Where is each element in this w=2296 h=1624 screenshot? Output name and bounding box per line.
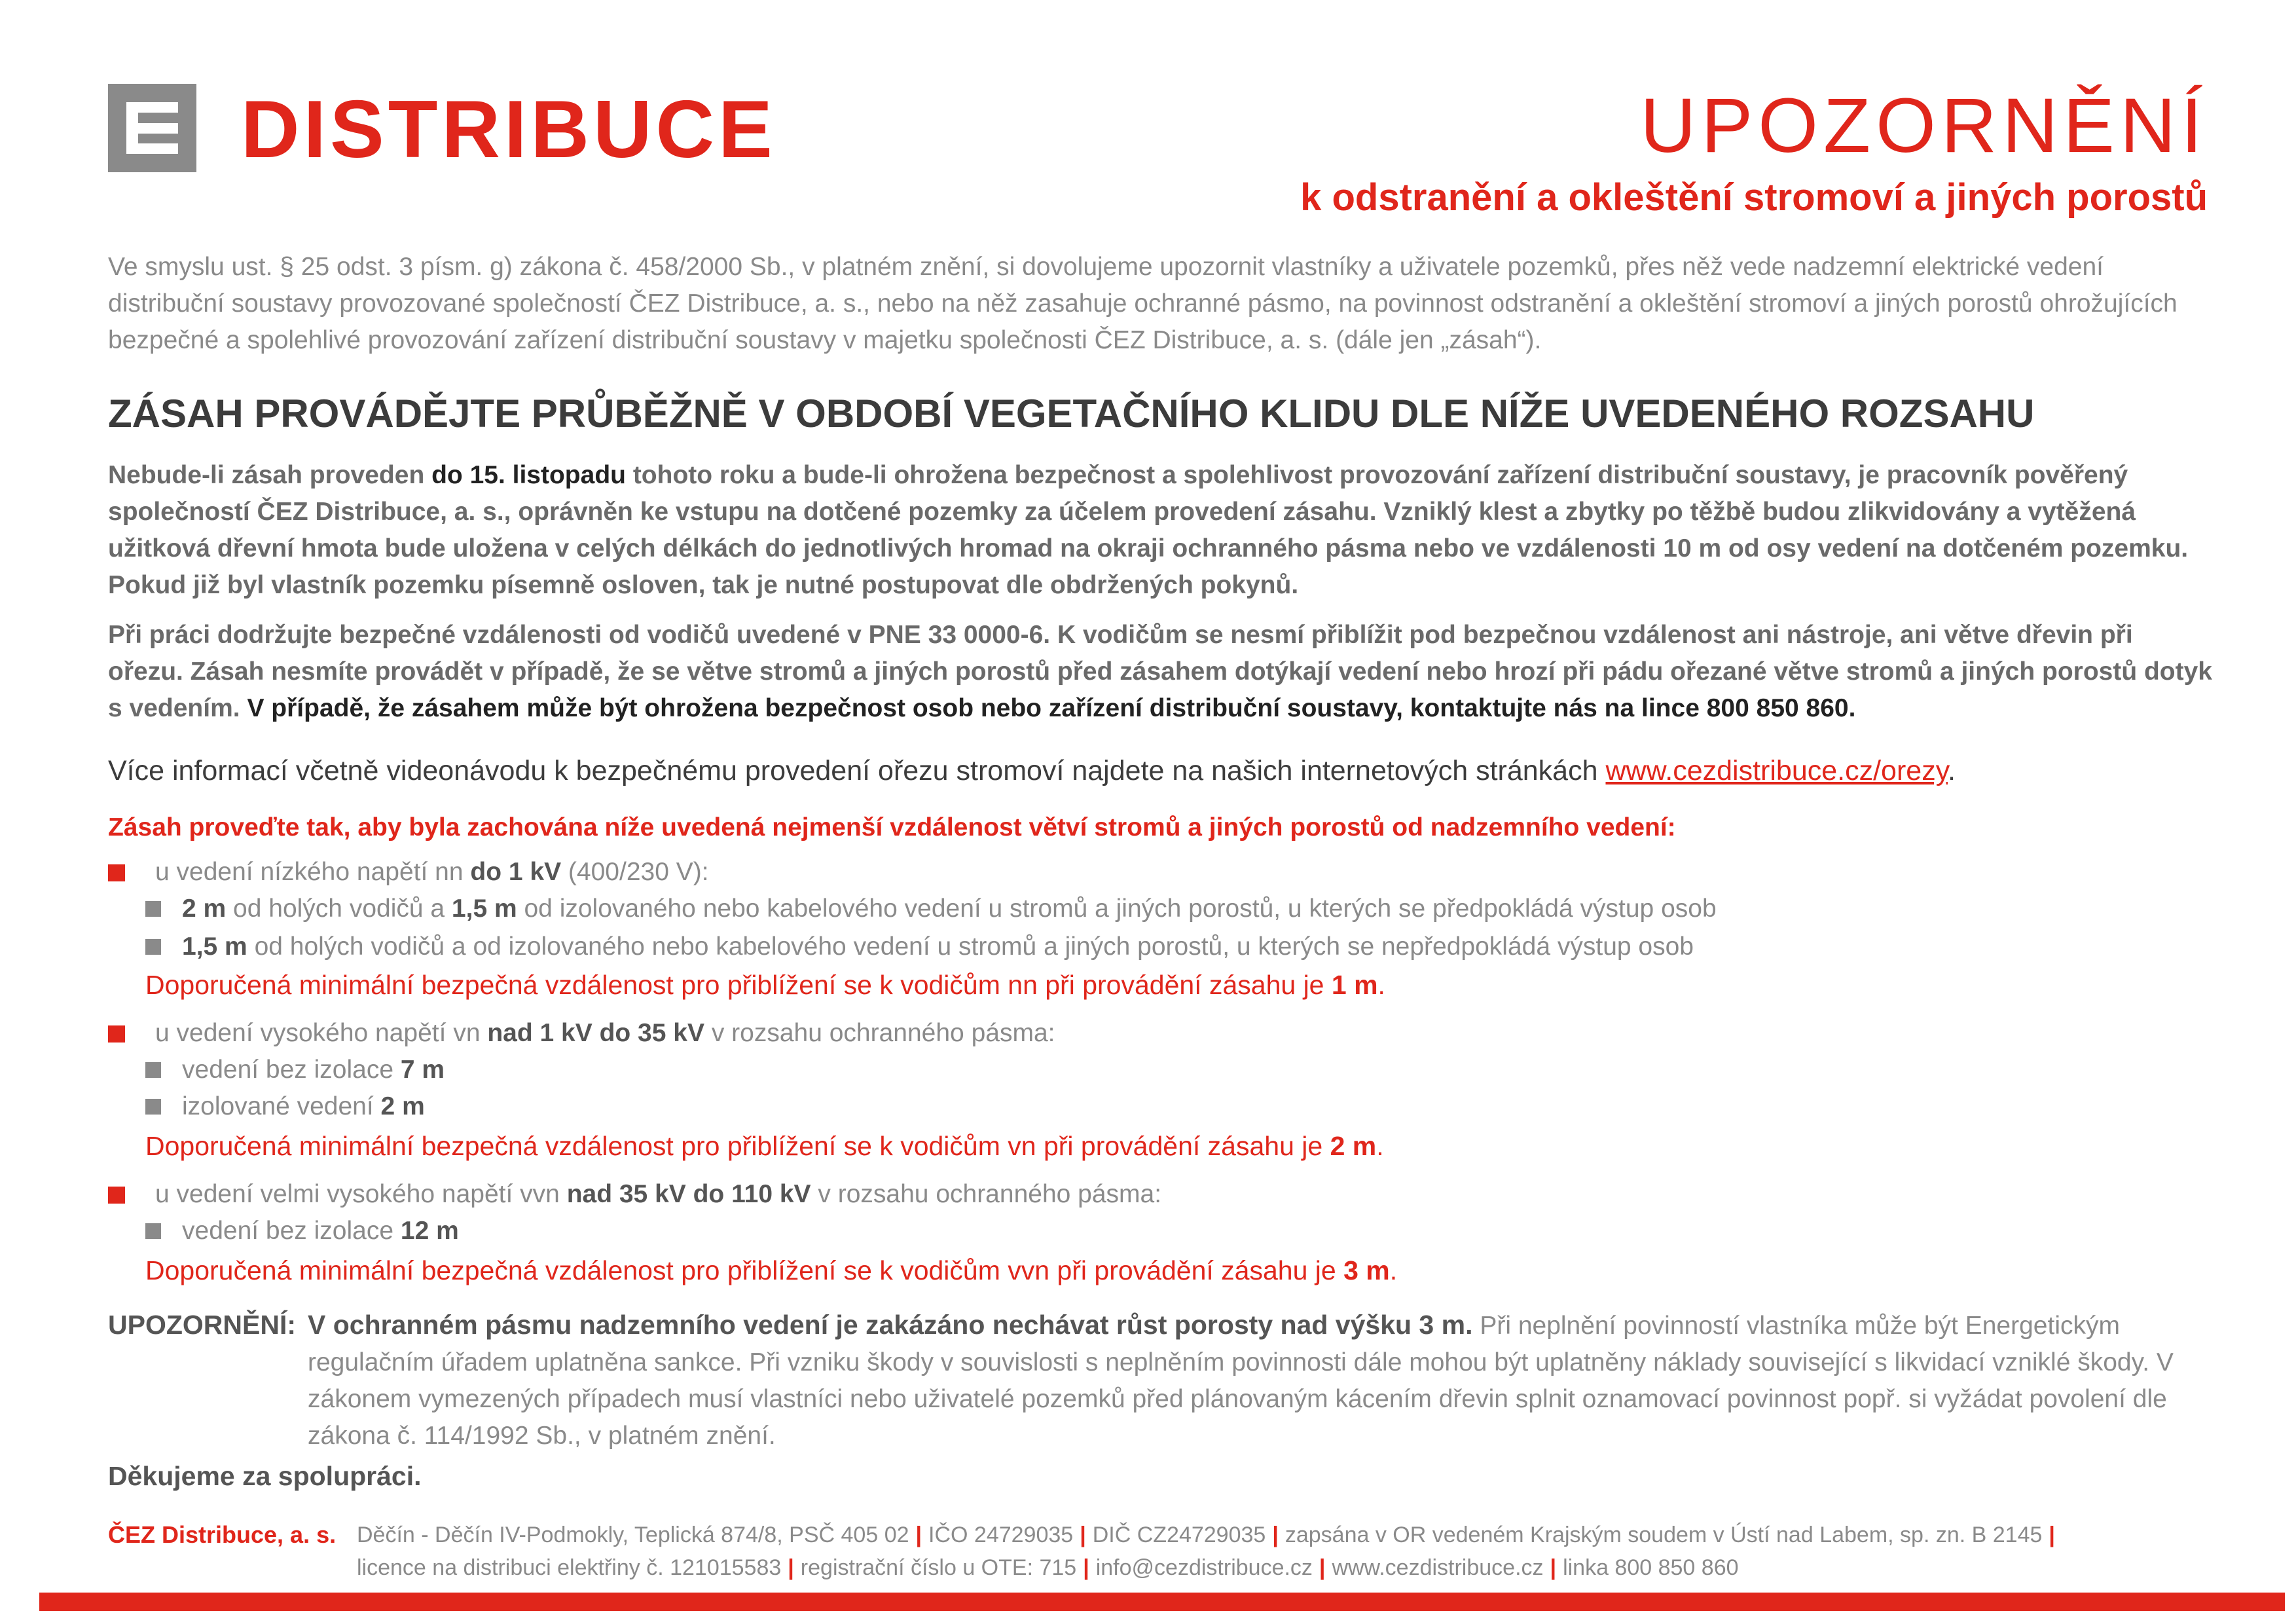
- text: .: [1377, 970, 1385, 1000]
- red-footer-band: [39, 1593, 2285, 1611]
- footer-register: zapsána v OR vedeném Krajským soudem v Ústí nad Labem, sp. zn. B 2145: [1285, 1522, 2043, 1547]
- text: Doporučená: [145, 970, 299, 1000]
- logo-stroke: [126, 123, 178, 134]
- cez-logo: [108, 84, 196, 172]
- recommendation-vn: [145, 1128, 1384, 1164]
- footer-ico: IČO 24729035: [928, 1522, 1074, 1547]
- page-subtitle: k odstranění a okleštění stromoví a jiných porostů: [1300, 176, 2208, 219]
- text: u vedení velmi vysokého napětí vvn: [155, 1180, 567, 1208]
- text: od holých vodičů a od izolovaného nebo kabelového vedení u stromů a jiných porostů, u kterých se nepředpokládá výstup osob: [247, 932, 1694, 961]
- footer-phone: linka 800 850 860: [1563, 1555, 1739, 1580]
- grey-bullet-icon: [145, 1223, 161, 1239]
- text: izolované vedení: [182, 1092, 381, 1120]
- text: bezpečná vzdálenost pro přiblížení se k vodičům vvn při provádění zásahu je: [414, 1255, 1344, 1285]
- distance-lead: Zásah proveďte tak, aby byla zachována níže uvedená nejmenší vzdálenost větví stromů a jiných porostů od nadzemního vedení:: [108, 813, 1676, 841]
- value: 2 m: [380, 1092, 425, 1120]
- text: Nebude-li zásah proveden: [108, 461, 432, 489]
- list-item-nn-1: [145, 891, 1717, 927]
- text: minimální: [299, 1131, 414, 1161]
- list-item-vvn-1: [145, 1213, 459, 1249]
- more-text: Více informací včetně videonávodu k bezpečnému provedení ořezu stromoví najdete na našich internetových stránkách: [108, 755, 1606, 786]
- text: v rozsahu ochranného pásma:: [704, 1019, 1055, 1047]
- recommendation-vvn: [145, 1252, 1397, 1289]
- text: vedení bez izolace: [182, 1217, 401, 1245]
- text: od izolovaného nebo kabelového vedení u stromů a jiných porostů, u kterých se předpokládá výstup osob: [517, 895, 1717, 923]
- value: nad 1 kV do 35 kV: [487, 1019, 704, 1047]
- separator: |: [1550, 1555, 1557, 1580]
- text: Doporučená: [145, 1255, 299, 1285]
- grey-bullet-icon: [145, 1062, 161, 1078]
- red-bullet-icon: [108, 1025, 125, 1043]
- page-title: UPOZORNĚNÍ: [1640, 83, 2208, 169]
- text: .: [1376, 1131, 1384, 1161]
- text: Při práci dodržujte bezpečné vzdálenosti od vodičů uvedené v PNE 33 0000-6. K vodičům se nesmí přiblížit pod bezpečnou vzdálenost ani nástroje, ani větve dřevin při ořezu. Zásah nesmíte provádět v případě, že se větve stromů a jiných porostů před zásahem dotýkají vedení nebo hrozí při pádu ořezané větve stromů a jiných porostů dotyk s vedením.: [108, 621, 2212, 722]
- logo-stroke: [126, 102, 178, 113]
- text: bezpečná vzdálenost pro přiblížení se k vodičům vn při provádění zásahu je: [414, 1131, 1330, 1161]
- brand-name: DISTRIBUCE: [241, 84, 776, 175]
- text: u vedení vysokého napětí vn: [155, 1019, 488, 1047]
- list-item-nn: [108, 854, 709, 891]
- separator: |: [1083, 1555, 1089, 1580]
- text: v rozsahu ochranného pásma:: [811, 1180, 1162, 1208]
- footer-line-2: [357, 1552, 1739, 1583]
- intro-paragraph: Ve smyslu ust. § 25 odst. 3 písm. g) zákona č. 458/2000 Sb., v platném znění, si dovolujeme upozornit vlastníky a uživatele pozemků, přes něž vede nadzemní elektrické vedení distribuční soustavy provozované společností ČEZ Distribuce, a. s., nebo na něž zasahuje ochranné pásmo, na povinnost odstranění a okleštění stromoví a jiných porostů ohrožujících bezpečné a spolehlivé provozování zařízení distribuční soustavy v majetku společnosti ČEZ Distribuce, a. s. (dále jen „zásah“).: [108, 253, 2178, 354]
- footer-email[interactable]: info@cezdistribuce.cz: [1095, 1555, 1313, 1580]
- warning-rest: Při neplnění povinností vlastníka může být Energetickým regulačním úřadem uplatněna sankce. Při vzniku škody v souvislosti s neplněním povinnosti dále mohou být uplatněny náklady související s likvidací vzniklé škody. V zákonem vymezených případech musí vlastníci nebo uživatelé pozemků před plánovaným kácením dřevin splnit oznamovací povinnost popř. si vyžádat povolení dle zákona č. 114/1992 Sb., v platném znění.: [308, 1312, 2174, 1450]
- separator: |: [1319, 1555, 1326, 1580]
- red-bullet-icon: [108, 864, 125, 881]
- value: do 1 kV: [470, 858, 562, 886]
- text: (400/230 V):: [561, 858, 709, 886]
- footer-dic: DIČ CZ24729035: [1092, 1522, 1266, 1547]
- text: tohoto roku a bude-li ohrožena bezpečnost a spolehlivost provozování zařízení distribuční soustavy, je pracovník pověřený společností ČEZ Distribuce, a. s., oprávněn ke vstupu na dotčené pozemky za účelem provedení zásahu. Vzniklý klest a zbytky po těžbě budou zlikvidovány a vytěžená užitková dřevní hmota bude uložena v celých délkách do jednotlivých hromad na okraji ochranného pásma nebo ve vzdálenosti 10 m od osy vedení na dotčeném pozemku. Pokud již byl vlastník pozemku písemně osloven, tak je nutné postupovat dle obdržených pokynů.: [108, 461, 2189, 599]
- text: minimální: [299, 970, 414, 1000]
- value: 2 m: [1330, 1131, 1377, 1161]
- grey-bullet-icon: [145, 901, 161, 917]
- text: Doporučená: [145, 1131, 299, 1161]
- text: .: [1389, 1255, 1398, 1285]
- value: 12 m: [400, 1217, 459, 1245]
- section-heading: ZÁSAH PROVÁDĚJTE PRŮBĚŽNĚ V OBDOBÍ VEGETAČNÍHO KLIDU DLE NÍŽE UVEDENÉHO ROZSAHU: [108, 392, 2035, 435]
- text: bezpečná vzdálenost pro přiblížení se k vodičům nn při provádění zásahu je: [414, 970, 1332, 1000]
- value: 1 m: [1331, 970, 1378, 1000]
- value: 2 m: [182, 895, 227, 923]
- footer-address: Děčín - Děčín IV-Podmokly, Teplická 874/8, PSČ 405 02: [357, 1522, 909, 1547]
- footer-company: ČEZ Distribuce, a. s.: [108, 1521, 337, 1548]
- list-item-nn-2: [145, 929, 1694, 965]
- value: 1,5 m: [451, 895, 517, 923]
- list-item-vn-2: [145, 1088, 425, 1125]
- value: 1,5 m: [182, 932, 247, 961]
- grey-bullet-icon: [145, 939, 161, 955]
- logo-stroke: [126, 143, 178, 154]
- value: 3 m: [1343, 1255, 1390, 1285]
- separator: |: [1080, 1522, 1086, 1547]
- text: minimální: [299, 1255, 414, 1285]
- text: od holých vodičů a: [226, 895, 452, 923]
- deadline: do 15. listopadu: [431, 461, 626, 489]
- recommendation-nn: [145, 967, 1385, 1003]
- separator: |: [915, 1522, 922, 1547]
- separator: |: [2049, 1522, 2055, 1547]
- period: .: [1948, 755, 1956, 786]
- footer-licence: licence na distribuci elektřiny č. 121015583: [357, 1555, 782, 1580]
- contact-notice: V případě, že zásahem může být ohrožena bezpečnost osob nebo zařízení distribuční soustavy, kontaktujte nás na lince 800 850 860.: [247, 694, 1856, 722]
- warning-bold: V ochranném pásmu nadzemního vedení je zakázáno nechávat růst porosty nad výšku 3 m.: [308, 1310, 1473, 1340]
- warning-label: UPOZORNĚNÍ:: [108, 1310, 296, 1340]
- list-item-vn: [108, 1015, 1055, 1052]
- warning-text: [308, 1306, 2213, 1454]
- text: vedení bez izolace: [182, 1056, 401, 1084]
- footer-ote: registrační číslo u OTE: 715: [800, 1555, 1077, 1580]
- separator: |: [1272, 1522, 1279, 1547]
- grey-bullet-icon: [145, 1099, 161, 1115]
- deadline-paragraph: [108, 457, 2213, 604]
- footer-website[interactable]: www.cezdistribuce.cz: [1332, 1555, 1544, 1580]
- orezy-link[interactable]: www.cezdistribuce.cz/orezy: [1605, 755, 1948, 786]
- value: nad 35 kV do 110 kV: [566, 1180, 811, 1208]
- value: 7 m: [400, 1056, 445, 1084]
- text: u vedení nízkého napětí nn: [155, 858, 471, 886]
- list-item-vvn: [108, 1176, 1161, 1213]
- red-bullet-icon: [108, 1187, 125, 1204]
- separator: |: [788, 1555, 794, 1580]
- safety-paragraph: [108, 617, 2213, 727]
- list-item-vn-1: [145, 1052, 445, 1088]
- more-info: [108, 750, 1956, 792]
- footer-line-1: [357, 1519, 2062, 1551]
- thanks: Děkujeme za spolupráci.: [108, 1461, 422, 1491]
